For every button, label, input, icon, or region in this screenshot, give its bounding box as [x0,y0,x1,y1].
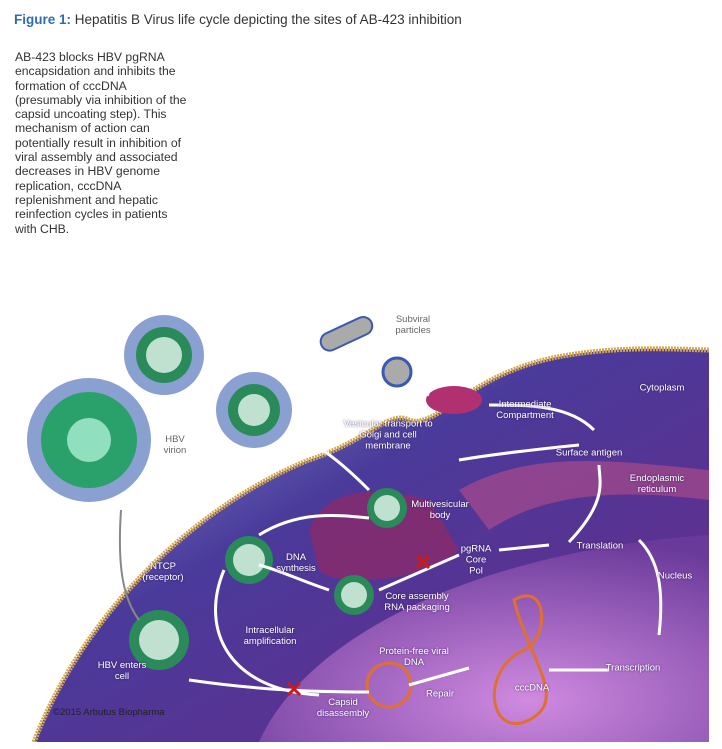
copyright-notice: ©2015 Arbutus Biopharma [53,707,165,718]
label-capsid-disassembly: Capsid disassembly [316,697,370,719]
description-paragraph: AB-423 blocks HBV pgRNA encapsidation and inhibits the formation of cccDNA (presumably via inhibition of the capsid uncoating step). This mechanism of action can potentially result in inhibition of viral assembly and associated decreases in HBV genome replication, cccDNA replenishment and hepatic reinfection cycles in patients with CHB. [15,50,187,236]
figure-title: Hepatitis B Virus life cycle depicting the sites of AB-423 inhibition [71,12,462,27]
label-intermediate-compartment: Intermediate Compartment [496,399,554,421]
label-transcription: Transcription [605,662,661,674]
label-multivesicular-body: Multivesicular body [411,499,469,521]
label-vesicular-transport: Vesicular transport to Golgi and cell membrane [343,418,433,452]
label-cytoplasm: Cytoplasm [639,382,685,394]
intermediate-compartment [426,386,482,414]
label-hbv-virion: HBV virion [163,434,187,456]
label-subviral-particles: Subviral particles [395,314,431,336]
label-pgrna-core-pol: pgRNA Core Pol [460,543,492,577]
label-protein-free-dna: Protein-free viral DNA [379,646,449,668]
budding-virion [216,372,292,448]
label-endoplasmic-reticulum: Endoplasmic reticulum [629,473,685,495]
label-surface-antigen: Surface antigen [555,447,623,459]
hbv-virion-large [27,378,151,502]
subviral-sphere [383,358,411,386]
hbv-virion [124,315,204,395]
label-hbv-enters-cell: HBV enters cell [97,660,147,682]
label-dna-synthesis: DNA synthesis [276,552,316,574]
figure-caption [14,12,462,27]
label-core-assembly: Core assembly RNA packaging [384,591,450,613]
hbv-lifecycle-figure [9,300,709,742]
label-translation: Translation [576,540,624,552]
figure-number: Figure 1: [14,12,72,27]
label-repair: Repair [426,688,454,700]
label-ntcp-receptor: NTCP (receptor) [142,561,184,583]
label-cccdna: cccDNA [514,682,550,694]
label-intracellular-amplification: Intracellular amplification [243,625,297,647]
label-nucleus: Nucleus [657,570,693,582]
